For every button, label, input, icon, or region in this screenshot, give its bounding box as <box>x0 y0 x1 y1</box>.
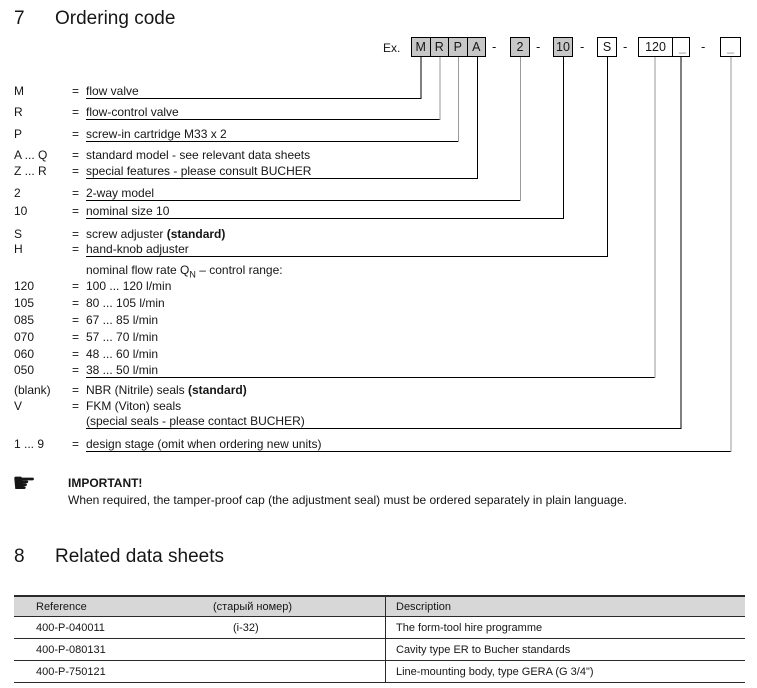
note-title: IMPORTANT! <box>68 476 143 490</box>
ordering-code-box: R <box>430 38 449 56</box>
ordering-code-box-group <box>638 37 690 57</box>
description-value: Line-mounting body, type GERA (G 3/4") <box>396 665 594 678</box>
equals-sign: = <box>72 296 80 310</box>
code-label: 120 <box>14 279 35 293</box>
ordering-code-box-group <box>411 37 486 57</box>
ordering-row <box>14 164 744 178</box>
code-description: special features - please consult BUCHER <box>86 164 312 178</box>
ordering-code-box-group <box>553 37 573 57</box>
code-description: (special seals - please contact BUCHER) <box>86 414 305 428</box>
code-description: 48 ... 60 l/min <box>86 347 159 361</box>
ordering-code-box: 2 <box>516 40 524 54</box>
equals-sign: = <box>72 242 80 256</box>
equals-sign: = <box>72 105 80 119</box>
ordering-row <box>14 414 744 428</box>
ordering-code-box-group <box>597 37 617 57</box>
table-body <box>14 617 745 683</box>
ordering-code-box: M <box>415 40 426 54</box>
reference-header-cell <box>14 597 385 616</box>
code-description: nominal size 10 <box>86 204 170 218</box>
ordering-code-box-group <box>510 37 530 57</box>
ordering-row <box>14 347 744 361</box>
description-cell <box>385 639 745 660</box>
code-label: S <box>14 227 23 241</box>
code-description: flow valve <box>86 84 139 98</box>
ordering-row <box>14 330 744 344</box>
equals-sign: = <box>72 127 80 141</box>
code-label: H <box>14 242 23 256</box>
ordering-row <box>14 242 744 256</box>
code-label: M <box>14 84 24 98</box>
related-data-sheets-table <box>14 595 745 683</box>
equals-sign: = <box>72 204 80 218</box>
code-description: 2-way model <box>86 186 155 200</box>
ordering-code-box: P <box>448 38 467 56</box>
ordering-row <box>14 105 744 119</box>
code-description: 80 ... 105 l/min <box>86 296 165 310</box>
ordering-row <box>14 383 744 397</box>
table-header-row <box>14 597 745 617</box>
equals-sign: = <box>72 437 80 451</box>
equals-sign: = <box>72 330 80 344</box>
code-description: hand-knob adjuster <box>86 242 189 256</box>
ordering-row <box>14 363 744 377</box>
code-label: 1 ... 9 <box>14 437 45 451</box>
equals-sign: = <box>72 186 80 200</box>
equals-sign: = <box>72 399 80 413</box>
code-label: Z ... R <box>14 164 47 178</box>
ordering-code-box: S <box>602 40 612 54</box>
table-row <box>14 639 745 661</box>
reference-value: 400-P-040011 <box>36 621 105 634</box>
ordering-row <box>14 186 744 200</box>
code-description: 100 ... 120 l/min <box>86 279 172 293</box>
equals-sign: = <box>72 227 80 241</box>
code-label: 085 <box>14 313 35 327</box>
section8-heading <box>14 546 224 568</box>
code-label: 2 <box>14 186 21 200</box>
code-description: 67 ... 85 l/min <box>86 313 159 327</box>
equals-sign: = <box>72 347 80 361</box>
code-description: 38 ... 50 l/min <box>86 363 159 377</box>
code-label: R <box>14 105 23 119</box>
ordering-code-box: _ <box>727 40 734 54</box>
equals-sign: = <box>72 148 80 162</box>
equals-sign: = <box>72 383 80 397</box>
section8-title: Related data sheets <box>55 546 225 567</box>
ordering-row <box>14 279 744 293</box>
ordering-row <box>14 296 744 310</box>
ordering-code-box: A <box>467 38 486 56</box>
ordering-code-box-group <box>720 37 741 57</box>
ordering-row <box>14 127 744 141</box>
ordering-code-dash: - <box>580 39 585 54</box>
old-number-header: (старый номер) <box>213 600 293 613</box>
reference-value: 400-P-080131 <box>36 643 106 656</box>
code-description: screw-in cartridge M33 x 2 <box>86 127 227 141</box>
code-description: NBR (Nitrile) seals (standard) <box>86 383 247 397</box>
ordering-row <box>14 148 744 162</box>
ordering-row <box>14 84 744 98</box>
code-description: screw adjuster (standard) <box>86 227 226 241</box>
reference-value: 400-P-750121 <box>36 665 106 678</box>
section8-number: 8 <box>14 546 25 567</box>
code-label: 105 <box>14 296 35 310</box>
code-label: V <box>14 399 23 413</box>
equals-sign: = <box>72 164 80 178</box>
ordering-row <box>14 399 744 413</box>
description-cell <box>385 617 745 638</box>
description-value: Cavity type ER to Bucher standards <box>396 643 571 656</box>
ordering-code-box: 10 <box>556 40 570 54</box>
code-label: A ... Q <box>14 148 48 162</box>
old-number-value: (i-32) <box>233 621 259 634</box>
ordering-row <box>14 227 744 241</box>
note-text: When required, the tamper-proof cap (the adjustment seal) must be ordered separately in plain language. <box>68 493 627 507</box>
table-row <box>14 617 745 639</box>
reference-cell <box>14 639 385 660</box>
ordering-row <box>14 437 744 451</box>
section7-number: 7 <box>14 8 25 29</box>
code-description: FKM (Viton) seals <box>86 399 182 413</box>
ordering-code-box: 120 <box>645 40 666 54</box>
ordering-row <box>14 204 744 218</box>
pointing-hand-icon: ☛ <box>12 468 37 499</box>
ordering-code-dash: - <box>492 39 497 54</box>
code-description: flow-control valve <box>86 105 179 119</box>
equals-sign: = <box>72 313 80 327</box>
code-label: P <box>14 127 23 141</box>
code-label: 10 <box>14 204 28 218</box>
reference-cell <box>14 617 385 638</box>
description-value: The form-tool hire programme <box>396 621 543 634</box>
ordering-code-dash: - <box>701 39 706 54</box>
code-label: 060 <box>14 347 35 361</box>
example-label: Ex. <box>383 41 401 55</box>
ordering-code-dash: - <box>623 39 628 54</box>
section7-title: Ordering code <box>55 8 176 29</box>
reference-header: Reference <box>36 600 87 613</box>
reference-cell <box>14 661 385 682</box>
ordering-row <box>14 313 744 327</box>
code-label: 070 <box>14 330 35 344</box>
equals-sign: = <box>72 84 80 98</box>
description-header: Description <box>396 600 452 613</box>
code-label: (blank) <box>14 383 51 397</box>
equals-sign: = <box>72 363 80 377</box>
code-description: nominal flow rate $Q_N$ – control range: <box>86 263 283 280</box>
ordering-code-box: _ <box>672 38 692 56</box>
code-description: 57 ... 70 l/min <box>86 330 159 344</box>
code-description: design stage (omit when ordering new units) <box>86 437 322 451</box>
table-row <box>14 661 745 683</box>
code-label: 050 <box>14 363 35 377</box>
code-description: standard model - see relevant data sheets <box>86 148 311 162</box>
ordering-code-dash: - <box>536 39 541 54</box>
equals-sign: = <box>72 279 80 293</box>
description-header-cell <box>385 597 745 616</box>
description-cell <box>385 661 745 682</box>
